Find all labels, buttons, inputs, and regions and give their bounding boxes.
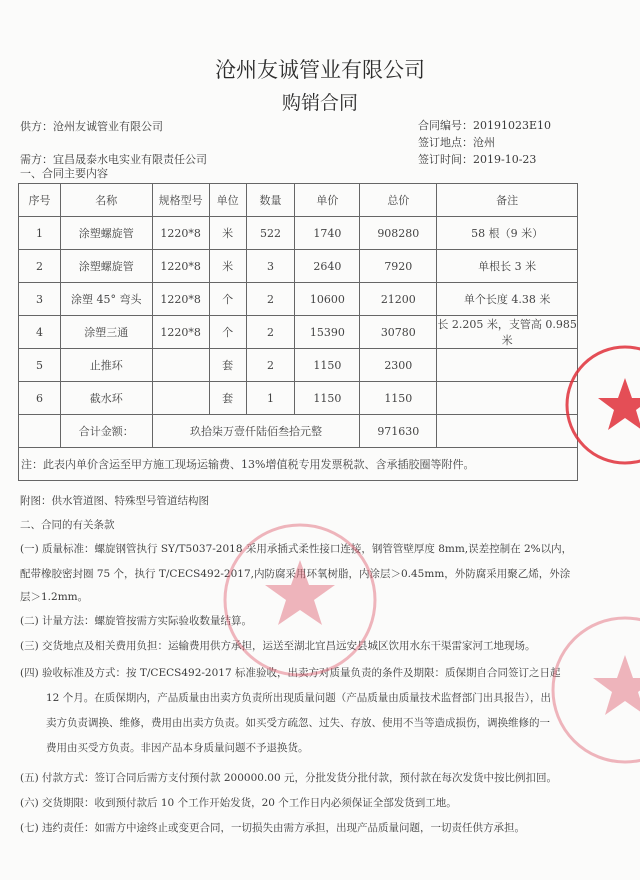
spec (152, 349, 209, 382)
col-header: 规格型号 (152, 184, 209, 217)
total-in-words: 玖拾柒万壹仟陆佰叁拾元整 (152, 415, 360, 448)
quantity: 2 (246, 283, 295, 316)
remarks (437, 382, 578, 415)
total-price: 7920 (360, 250, 437, 283)
cell (19, 415, 61, 448)
total-row (19, 415, 578, 448)
unit: 个 (209, 283, 246, 316)
quantity: 3 (246, 250, 295, 283)
col-header: 总价 (360, 184, 437, 217)
unit: 套 (209, 349, 246, 382)
table-row (19, 283, 578, 316)
row-number: 3 (19, 283, 61, 316)
unit: 米 (209, 250, 246, 283)
company-title: 沧州友诚管业有限公司 (215, 58, 425, 82)
contract-number: 合同编号：20191023E10 (418, 119, 552, 132)
total-price: 30780 (360, 316, 437, 349)
item-name: 涂塑 45° 弯头 (60, 283, 152, 316)
remarks: 单根长 3 米 (437, 250, 578, 283)
remarks: 58 根（9 米） (437, 217, 578, 250)
spec: 1220*8 (152, 316, 209, 349)
spec: 1220*8 (152, 283, 209, 316)
remarks (437, 349, 578, 382)
remarks: 长 2.205 米，支管高 0.985 米 (437, 316, 578, 349)
item-name: 止推环 (60, 349, 152, 382)
unit-price: 2640 (295, 250, 360, 283)
document-title: 购销合同 (281, 92, 358, 114)
unit-price: 1150 (295, 382, 360, 415)
row-number: 2 (19, 250, 61, 283)
item-name: 截水环 (60, 382, 152, 415)
clause-6: (六) 交货期限：收到预付款后 10 个工作开始发货，20 个工作日内必须保证全部发货到工地。 (20, 797, 457, 809)
total-label: 合计金额： (60, 415, 152, 448)
quantity: 2 (246, 316, 295, 349)
total-value: 971630 (360, 415, 437, 448)
clause-2: (二) 计量方法：螺旋管按需方实际验收数量结算。 (20, 615, 253, 627)
table-row (19, 349, 578, 382)
clause-4-cont: 卖方负责调换、维修，费用由出卖方负责。如买受方疏忽、过失、存放、使用不当等造成损伤，调换维修的一 (46, 717, 550, 729)
quantity: 2 (246, 349, 295, 382)
clause-4-cont: 12 个月。在质保期内，产品质量由出卖方负责所出现质量问题（产品质量由质量技术监督部门出具报告），出 (46, 692, 551, 704)
remarks: 单个长度 4.38 米 (437, 283, 578, 316)
signing-date: 签订时间：2019-10-23 (418, 153, 537, 166)
row-number: 4 (19, 316, 61, 349)
total-price: 2300 (360, 349, 437, 382)
table-row (19, 382, 578, 415)
supplier: 供方：沧州友诚管业有限公司 (20, 120, 163, 133)
quantity: 1 (246, 382, 295, 415)
table-row (19, 250, 578, 283)
attachment-line: 附图：供水管道图、特殊型号管道结构图 (20, 495, 209, 507)
table-note: 注：此表内单价含运至甲方施工现场运输费、13%增值税专用发票税款、含承插胶圈等附件。 (19, 448, 578, 481)
row-number: 6 (19, 382, 61, 415)
item-name: 涂塑螺旋管 (60, 250, 152, 283)
clause-7: (七) 违约责任：如需方中途终止或变更合同，一切损失由需方承担，出现产品质量问题，一切责任供方承担。 (20, 822, 526, 834)
row-number: 5 (19, 349, 61, 382)
total-price: 21200 (360, 283, 437, 316)
note-row (19, 448, 578, 481)
spec: 1220*8 (152, 250, 209, 283)
row-number: 1 (19, 217, 61, 250)
col-header: 数量 (246, 184, 295, 217)
col-header: 单价 (295, 184, 360, 217)
table-row (19, 217, 578, 250)
item-name: 涂塑三通 (60, 316, 152, 349)
clause-5: (五) 付款方式：签订合同后需方支付预付款 200000.00 元，分批发货分批付款，预付款在每次发货中按比例扣回。 (20, 772, 557, 784)
unit: 个 (209, 316, 246, 349)
supplier-stamp-2 (553, 618, 640, 762)
unit: 套 (209, 382, 246, 415)
unit: 米 (209, 217, 246, 250)
col-header: 单位 (209, 184, 246, 217)
clause-1-cont: 层＞1.2mm。 (20, 591, 89, 603)
section-1-heading: 一、合同主要内容 (20, 167, 108, 180)
col-header: 序号 (19, 184, 61, 217)
signing-place: 签订地点：沧州 (418, 136, 495, 149)
quantity: 522 (246, 217, 295, 250)
unit-price: 1150 (295, 349, 360, 382)
table-row (19, 316, 578, 349)
clause-1-cont: 配带橡胶密封圈 75 个，执行 T/CECS492-2017,内防腐采用环氧树脂，内涂层＞0.45mm，外防腐采用聚乙烯，外涂 (20, 568, 571, 580)
buyer: 需方：宜昌晟泰水电实业有限责任公司 (20, 153, 207, 166)
unit-price: 10600 (295, 283, 360, 316)
spec: 1220*8 (152, 217, 209, 250)
clause-4-cont: 费用由买受方负责。非因产品本身质量问题不予退换货。 (46, 742, 309, 754)
section-2-heading: 二、合同的有关条款 (20, 519, 115, 531)
col-header: 备注 (437, 184, 578, 217)
clause-1: (一) 质量标准：螺旋钢管执行 SY/T5037-2018 采用承插式柔性接口连接，钢管管壁厚度 8mm,误差控制在 2%以内， (20, 543, 573, 555)
cell (437, 415, 578, 448)
items-table (18, 183, 578, 481)
clause-4: (四) 验收标准及方式：按 T/CECS492-2017 标准验收，出卖方对质量负责的条件及期限：质保期自合同签订之日起 (20, 667, 561, 679)
total-price: 1150 (360, 382, 437, 415)
unit-price: 15390 (295, 316, 360, 349)
spec (152, 382, 209, 415)
col-header: 名称 (60, 184, 152, 217)
total-price: 908280 (360, 217, 437, 250)
unit-price: 1740 (295, 217, 360, 250)
clause-3: (三) 交货地点及相关费用负担：运输费用供方承担，运送至湖北宜昌远安县城区饮用水东干渠雷家河工地现场。 (20, 640, 536, 652)
item-name: 涂塑螺旋管 (60, 217, 152, 250)
table-header-row (19, 184, 578, 217)
